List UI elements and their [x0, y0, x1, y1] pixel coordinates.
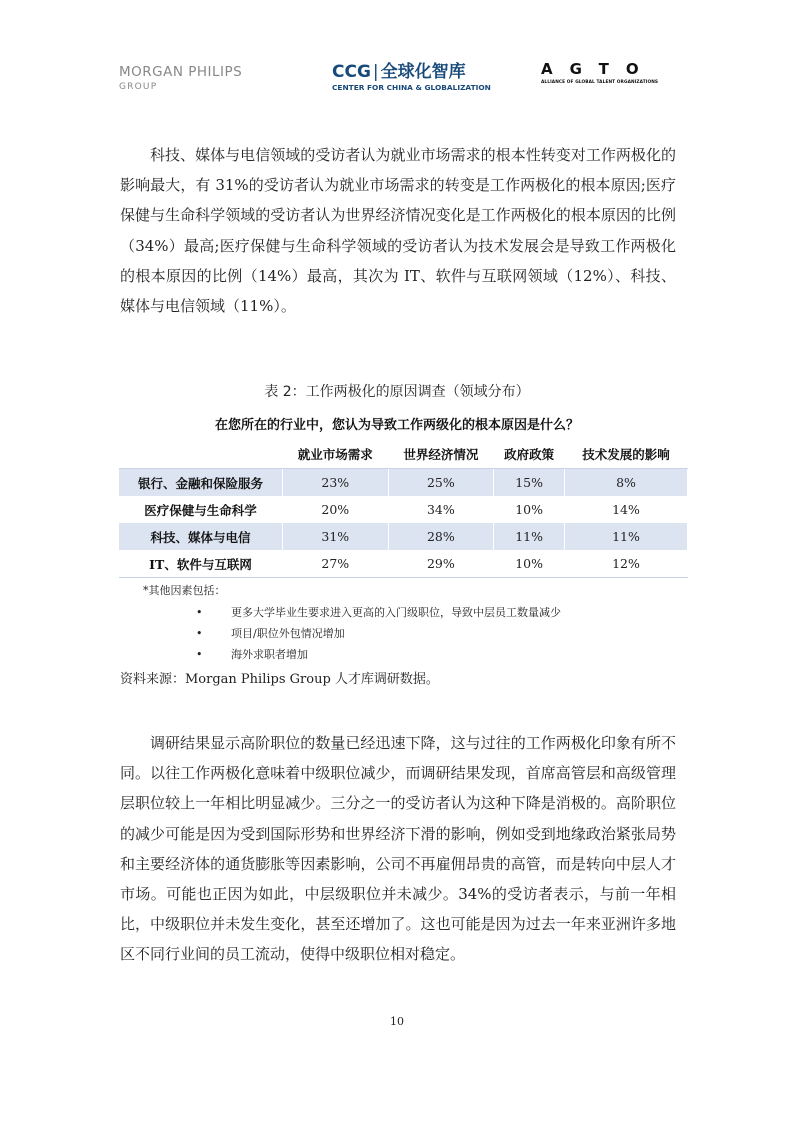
table-cell: 34% [388, 496, 494, 523]
list-item: • 项目/职位外包情况增加 [143, 623, 561, 644]
table-notes [143, 582, 561, 665]
table-cell: 11% [565, 523, 688, 550]
notes-list [143, 602, 561, 665]
table-row [119, 496, 688, 523]
column-header: 世界经济情况 [388, 440, 494, 469]
row-header: 银行、金融和保险服务 [119, 469, 283, 497]
body-paragraph-2 [120, 728, 676, 970]
morgan-philips-logo-name: MORGAN PHILIPS [119, 64, 243, 80]
table-cell: 15% [494, 469, 565, 497]
table-subtitle: 在您所在的行业中，您认为导致工作两级化的根本原因是什么？ [214, 418, 579, 433]
table-cell: 25% [388, 469, 494, 497]
paragraph-text: 调研结果显示高阶职位的数量已经迅速下降，这与过往的工作两极化印象有所不同。以往工作两极化意味着中级职位减少，而调研结果发现，首席高管层和高级管理层职位较上一年相比明显减少。三分之一的受访者认为这种下降是消极的。高阶职位的减少可能是因为受到国际形势和世界经济下滑的影响，例如受到地缘政治紧张局势和主要经济体的通货膨胀等因素影响，公司不再雇佣昂贵的高管，而是转向中层人才市场。可能也正因为如此，中层级职位并未减少。34%的受访者表示，与前一年相比，中级职位并未发生变化，甚至还增加了。这也可能是因为过去一年来亚洲许多地区不同行业间的员工流动，使得中级职位相对稳定。 [120, 734, 676, 964]
table-header-row [119, 440, 688, 469]
table-cell: 29% [388, 550, 494, 578]
table-cell: 11% [494, 523, 565, 550]
table-cell: 10% [494, 550, 565, 578]
table-row [119, 523, 688, 550]
table-cell: 8% [565, 469, 688, 497]
column-header: 技术发展的影响 [565, 440, 688, 469]
table-cell: 14% [565, 496, 688, 523]
data-source: 资料来源：Morgan Philips Group 人才库调研数据。 [120, 672, 439, 687]
table-cell: 23% [283, 469, 389, 497]
ccg-logo-divider: | [372, 62, 379, 82]
table-cell: 20% [283, 496, 389, 523]
agto-logo [541, 62, 671, 85]
morgan-philips-logo [119, 66, 242, 92]
ccg-logo-en: CENTER FOR CHINA & GLOBALIZATION [332, 83, 491, 92]
body-paragraph-1 [120, 140, 676, 321]
agto-logo-subtitle: ALLIANCE OF GLOBAL TALENT ORGANIZATIONS [541, 80, 659, 85]
morgan-philips-logo-group: GROUP [119, 81, 158, 92]
row-header: 科技、媒体与电信 [119, 523, 283, 550]
column-header: 政府政策 [494, 440, 565, 469]
table-corner-cell [119, 440, 283, 469]
row-header: IT、软件与互联网 [119, 550, 283, 578]
table-cell: 10% [494, 496, 565, 523]
table-title: 表 2：工作两极化的原因调查（领域分布） [264, 384, 530, 400]
table-row [119, 550, 688, 578]
table-cell: 27% [283, 550, 389, 578]
table-cell: 31% [283, 523, 389, 550]
ccg-logo [332, 64, 491, 91]
list-item: • 海外求职者增加 [143, 644, 561, 665]
notes-title: *其他因素包括： [143, 584, 226, 597]
ccg-logo-cn: 全球化智库 [380, 62, 466, 82]
column-header: 就业市场需求 [283, 440, 389, 469]
table-row [119, 469, 688, 497]
table-cell: 28% [388, 523, 494, 550]
ccg-logo-abbr: CCG [332, 62, 371, 82]
table-cell: 12% [565, 550, 688, 578]
agto-logo-letters: AGTO [541, 60, 656, 78]
list-item: • 更多大学毕业生要求进入更高的入门级职位，导致中层员工数量减少 [143, 602, 561, 623]
data-table [119, 440, 688, 578]
page-header [0, 58, 794, 98]
row-header: 医疗保健与生命科学 [119, 496, 283, 523]
paragraph-text: 科技、媒体与电信领域的受访者认为就业市场需求的根本性转变对工作两极化的影响最大，有 31%的受访者认为就业市场需求的转变是工作两极化的根本原因;医疗保健与生命科学领域的受访者认为世界经济情况变化是工作两极化的根本原因的比例（34%）最高;医疗保健与生命科学领域的受访者认为技术发展会是导致工作两极化的根本原因的比例（14%）最高，其次为 IT、软件与互联网领域（12%）、科技、媒体与电信领域（11%）。 [120, 146, 676, 316]
page-number: 10 [390, 1015, 404, 1028]
